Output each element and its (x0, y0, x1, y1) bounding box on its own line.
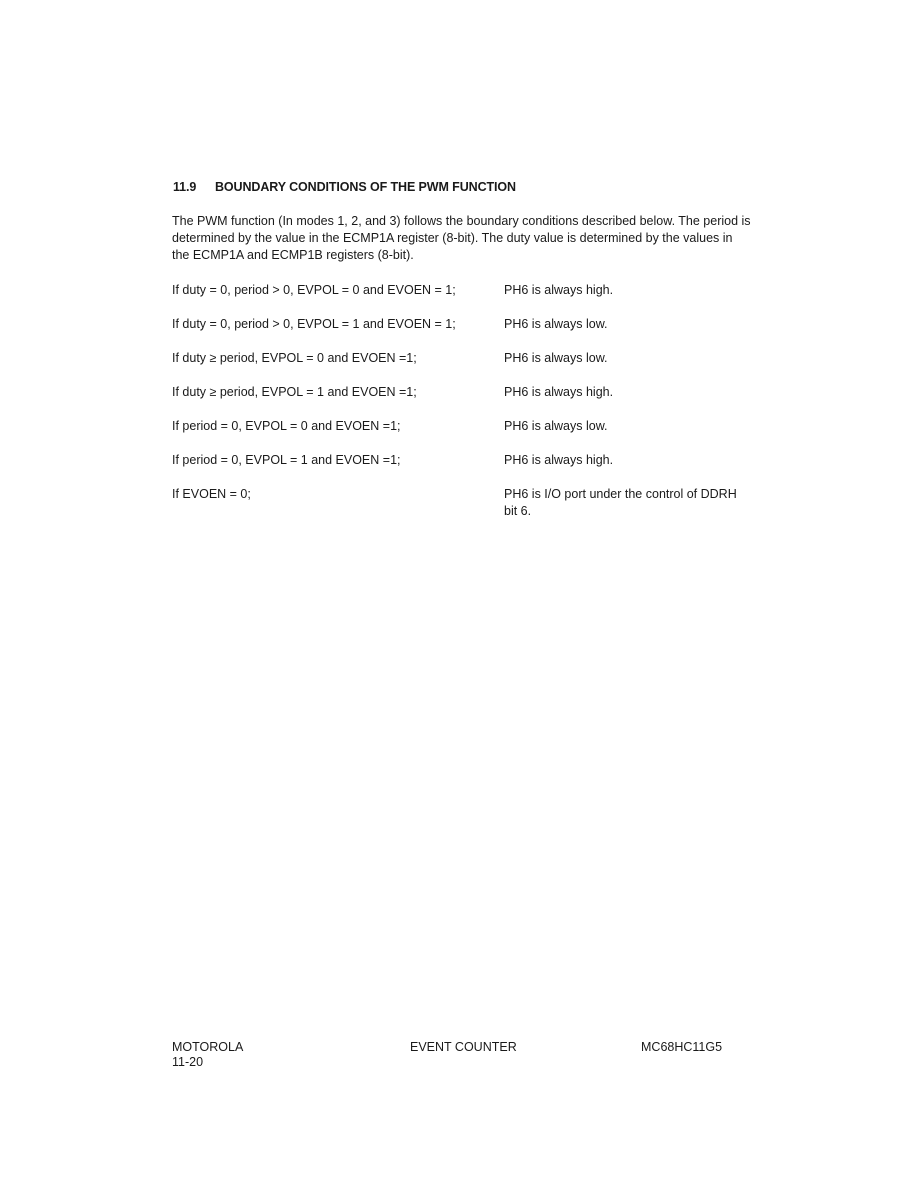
condition-result: PH6 is always low. (504, 317, 608, 331)
condition-text: If duty = 0, period > 0, EVPOL = 1 and EVOEN = 1; (172, 317, 456, 331)
condition-text: If EVOEN = 0; (172, 487, 251, 501)
condition-result: PH6 is always high. (504, 453, 614, 467)
condition-text: If duty ≥ period, EVPOL = 1 and EVOEN =1; (172, 385, 417, 399)
intro-paragraph: The PWM function (In modes 1, 2, and 3) follows the boundary conditions described below. The period is determined by the value in the ECMP1A register (8-bit). The duty value is determined by the values in the ECMP1A and ECMP1B registers (8-bit). (172, 214, 751, 262)
footer-part-number: MC68HC11G5 (641, 1040, 723, 1054)
condition-result: PH6 is always low. (504, 351, 608, 365)
condition-result: PH6 is I/O port under the control of DDRH bit 6. (504, 487, 737, 518)
footer-brand: MOTOROLA (172, 1040, 244, 1054)
condition-text: If period = 0, EVPOL = 1 and EVOEN =1; (172, 453, 401, 467)
footer-page-number: 11-20 (172, 1055, 204, 1069)
section-title: BOUNDARY CONDITIONS OF THE PWM FUNCTION (215, 180, 516, 194)
section-heading (173, 180, 516, 194)
section-number: 11.9 (173, 180, 197, 194)
footer-chapter: EVENT COUNTER (410, 1040, 517, 1054)
condition-result: PH6 is always low. (504, 419, 608, 433)
condition-result: PH6 is always high. (504, 283, 614, 297)
condition-text: If duty = 0, period > 0, EVPOL = 0 and EVOEN = 1; (172, 283, 456, 297)
condition-text: If duty ≥ period, EVPOL = 0 and EVOEN =1; (172, 351, 417, 365)
condition-result: PH6 is always high. (504, 385, 614, 399)
footer-left (172, 1040, 243, 1070)
condition-text: If period = 0, EVPOL = 0 and EVOEN =1; (172, 419, 401, 433)
